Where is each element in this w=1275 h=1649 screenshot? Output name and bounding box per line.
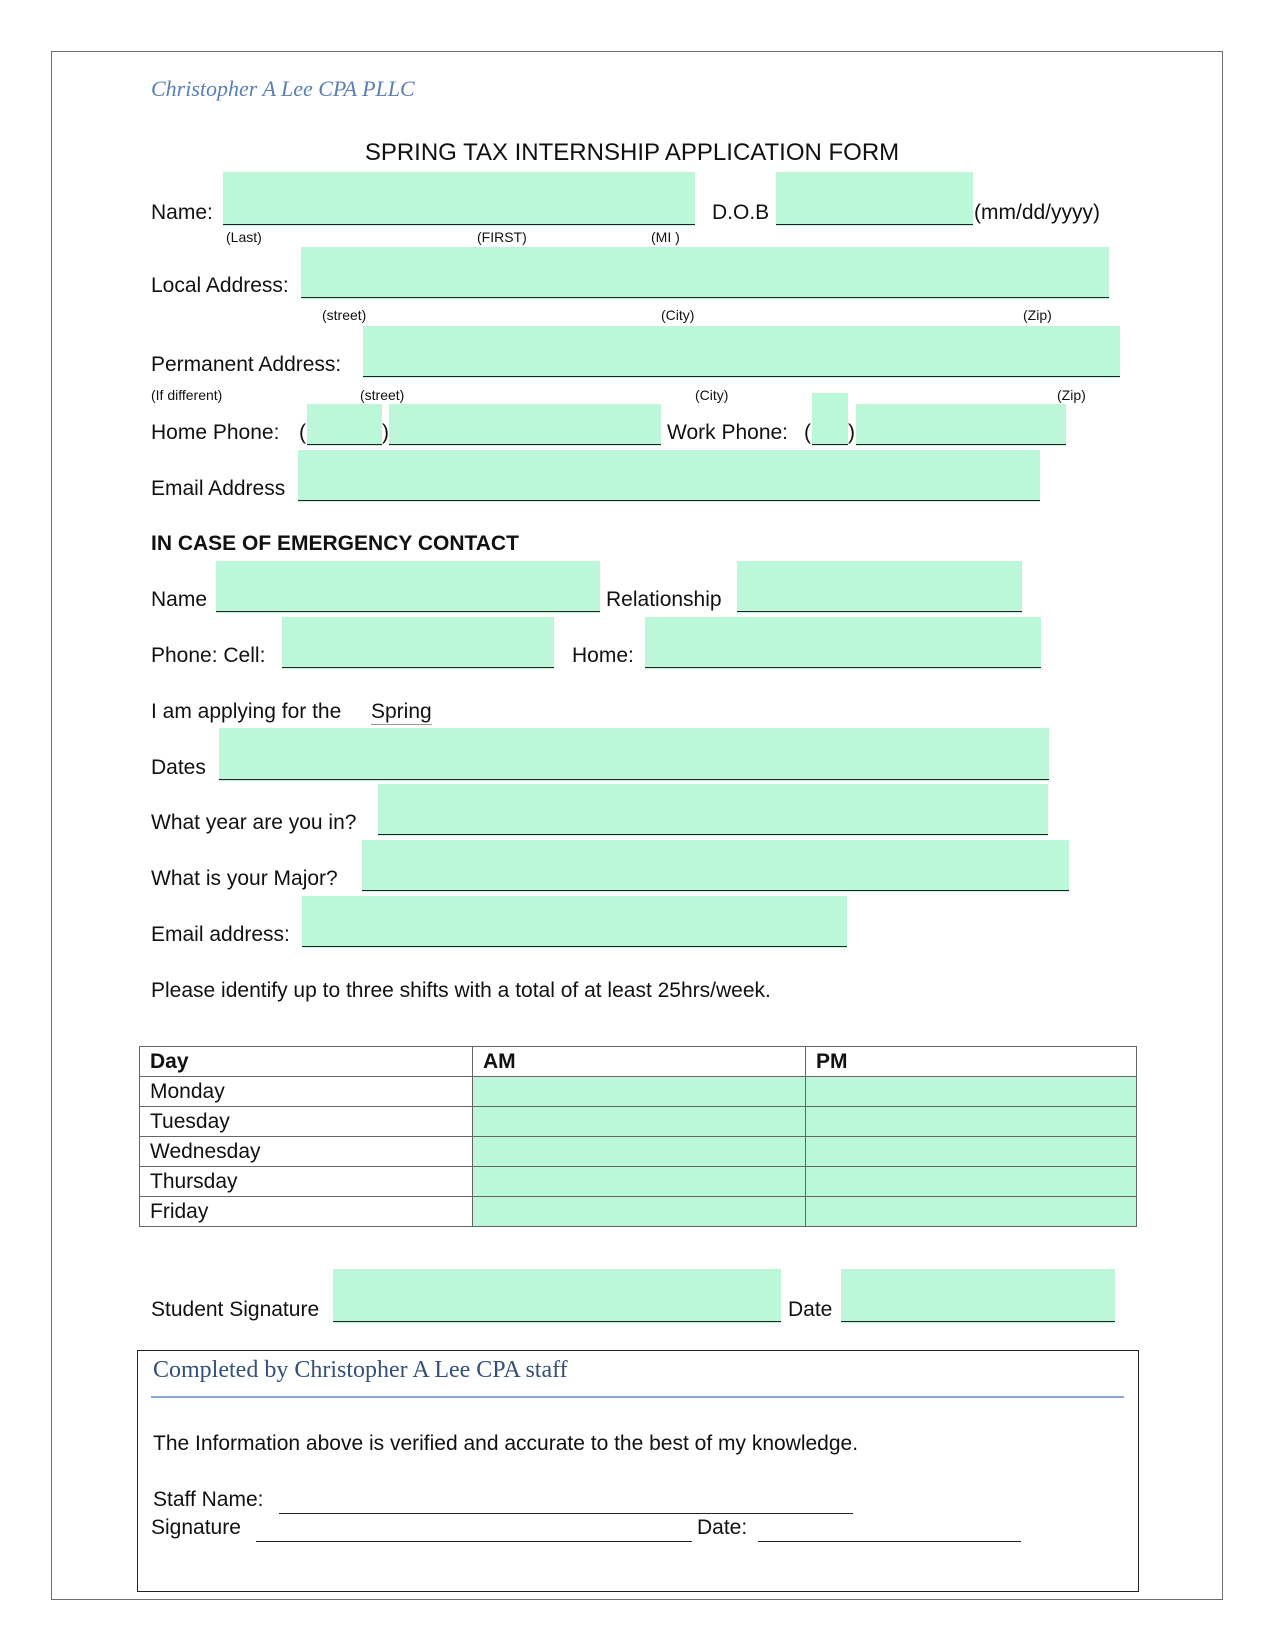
home-phone-number-underline: [389, 444, 661, 445]
work-phone-area-underline: [812, 444, 848, 445]
signature-date-field[interactable]: [841, 1269, 1115, 1323]
phone-cell-field[interactable]: [282, 617, 554, 669]
emergency-name-underline: [216, 611, 600, 612]
staff-title-rule: [151, 1396, 1124, 1398]
day-cell: Monday: [140, 1077, 473, 1107]
tuesday-am-field[interactable]: [473, 1107, 806, 1137]
table-row: [140, 1167, 1137, 1197]
monday-am-field[interactable]: [473, 1077, 806, 1107]
day-cell: Tuesday: [140, 1107, 473, 1137]
email-address-label: Email Address: [151, 477, 286, 500]
application-email-field[interactable]: [302, 896, 847, 948]
name-field[interactable]: [223, 172, 695, 226]
student-signature-field[interactable]: [333, 1269, 781, 1323]
table-header-am: AM: [473, 1047, 806, 1077]
dob-underline: [776, 224, 973, 225]
major-underline: [362, 890, 1069, 891]
dates-label: Dates: [151, 756, 206, 779]
shifts-table: [139, 1046, 1137, 1227]
home-phone-area-underline: [307, 444, 382, 445]
staff-statement: The Information above is verified and accurate to the best of my knowledge.: [153, 1432, 859, 1455]
phone-cell-label: Phone: Cell:: [151, 644, 266, 667]
local-address-label: Local Address:: [151, 274, 289, 297]
staff-date-label: Date:: [697, 1516, 748, 1539]
home-phone-area-field[interactable]: [307, 404, 382, 446]
local-addr-sub-street: (street): [322, 307, 367, 323]
home-phone-paren-open: (: [299, 421, 306, 444]
table-header-pm: PM: [806, 1047, 1137, 1077]
relationship-underline: [737, 611, 1022, 612]
table-header-row: [140, 1047, 1137, 1077]
year-label: What year are you in?: [151, 811, 357, 834]
wednesday-pm-field[interactable]: [806, 1137, 1137, 1167]
dob-format: (mm/dd/yyyy): [974, 201, 1100, 224]
home-phone-paren-close: ): [382, 421, 389, 444]
signature-date-underline: [841, 1321, 1115, 1322]
year-underline: [378, 834, 1048, 835]
dob-label: D.O.B: [712, 201, 770, 224]
shifts-note: Please identify up to three shifts with a total of at least 25hrs/week.: [151, 979, 771, 1002]
wednesday-am-field[interactable]: [473, 1137, 806, 1167]
staff-signature-label: Signature: [151, 1516, 241, 1539]
local-address-underline: [301, 297, 1109, 298]
emergency-name-field[interactable]: [216, 561, 600, 613]
year-field[interactable]: [378, 784, 1048, 836]
work-phone-number-field[interactable]: [856, 404, 1066, 446]
name-label: Name:: [151, 201, 213, 224]
dob-field[interactable]: [776, 172, 973, 226]
application-email-label: Email address:: [151, 923, 290, 946]
table-row: [140, 1197, 1137, 1227]
perm-addr-sub-city: (City): [695, 387, 729, 403]
name-underline: [223, 224, 695, 225]
friday-am-field[interactable]: [473, 1197, 806, 1227]
emergency-home-field[interactable]: [645, 617, 1041, 669]
day-cell: Wednesday: [140, 1137, 473, 1167]
emergency-home-label: Home:: [572, 644, 634, 667]
emergency-home-underline: [645, 667, 1041, 668]
table-row: [140, 1137, 1137, 1167]
signature-date-label: Date: [788, 1298, 833, 1321]
staff-date-line[interactable]: [758, 1541, 1021, 1542]
perm-addr-sub-street: (street): [360, 387, 405, 403]
dates-underline: [219, 779, 1049, 780]
monday-pm-field[interactable]: [806, 1077, 1137, 1107]
work-phone-paren-open: (: [804, 421, 811, 444]
name-sub-mi: (MI ): [651, 229, 680, 245]
email-address-underline: [298, 500, 1040, 501]
thursday-am-field[interactable]: [473, 1167, 806, 1197]
name-sub-last: (Last): [226, 229, 262, 245]
relationship-label: Relationship: [606, 588, 722, 611]
friday-pm-field[interactable]: [806, 1197, 1137, 1227]
applying-value[interactable]: Spring: [371, 700, 432, 723]
staff-section: [137, 1350, 1139, 1592]
staff-name-label: Staff Name:: [153, 1488, 264, 1511]
local-address-field[interactable]: [301, 247, 1109, 299]
permanent-address-underline: [363, 376, 1120, 377]
day-cell: Thursday: [140, 1167, 473, 1197]
thursday-pm-field[interactable]: [806, 1167, 1137, 1197]
major-field[interactable]: [362, 840, 1069, 892]
work-phone-area-field[interactable]: [812, 393, 848, 446]
local-addr-sub-zip: (Zip): [1023, 307, 1052, 323]
application-email-underline: [302, 946, 847, 947]
work-phone-label: Work Phone:: [667, 421, 789, 444]
name-sub-first: (FIRST): [477, 229, 527, 245]
dates-field[interactable]: [219, 728, 1049, 781]
local-addr-sub-city: (City): [661, 307, 695, 323]
relationship-field[interactable]: [737, 561, 1022, 613]
email-address-field[interactable]: [298, 450, 1040, 502]
applying-label: I am applying for the: [151, 700, 342, 723]
staff-signature-line[interactable]: [256, 1541, 692, 1542]
permanent-address-field[interactable]: [363, 326, 1120, 378]
firm-name: Christopher A Lee CPA PLLC: [151, 76, 415, 101]
form-title: SPRING TAX INTERNSHIP APPLICATION FORM: [364, 139, 900, 166]
perm-addr-sub-zip: (Zip): [1057, 387, 1086, 403]
student-signature-label: Student Signature: [151, 1298, 320, 1321]
staff-section-title: Completed by Christopher A Lee CPA staff: [153, 1357, 568, 1383]
permanent-address-label: Permanent Address:: [151, 353, 342, 376]
home-phone-label: Home Phone:: [151, 421, 280, 444]
table-row: [140, 1077, 1137, 1107]
work-phone-paren-close: ): [848, 421, 855, 444]
tuesday-pm-field[interactable]: [806, 1107, 1137, 1137]
student-signature-underline: [333, 1321, 781, 1322]
staff-name-line[interactable]: [279, 1513, 853, 1514]
emergency-heading: IN CASE OF EMERGENCY CONTACT: [151, 532, 519, 555]
home-phone-number-field[interactable]: [389, 404, 661, 446]
perm-sub-if-different: (If different): [151, 387, 223, 403]
major-label: What is your Major?: [151, 867, 338, 890]
day-cell: Friday: [140, 1197, 473, 1227]
table-header-day: Day: [140, 1047, 473, 1077]
emergency-name-label: Name: [151, 588, 208, 611]
table-row: [140, 1107, 1137, 1137]
phone-cell-underline: [282, 667, 554, 668]
work-phone-number-underline: [856, 444, 1066, 445]
